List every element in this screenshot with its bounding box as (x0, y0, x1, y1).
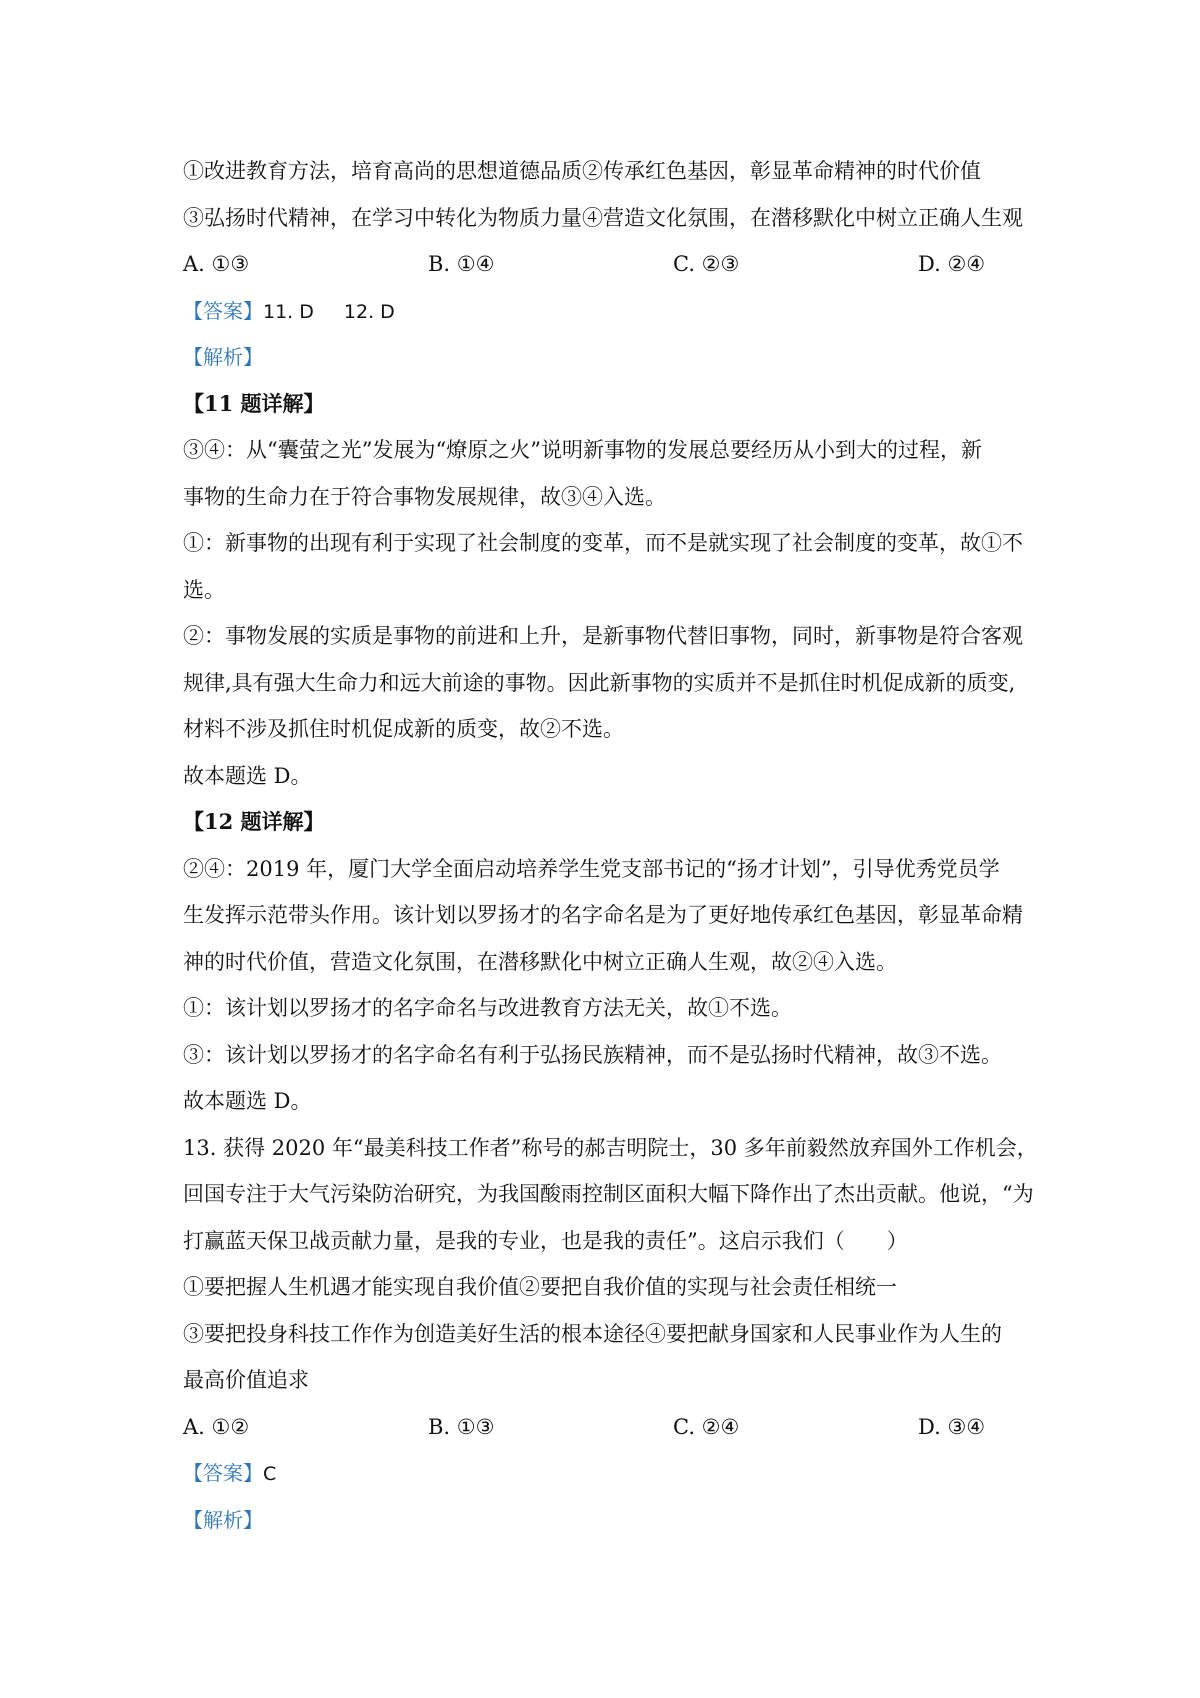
q12-choices (183, 241, 1033, 288)
q12-choice-c: C. ②③ (673, 252, 740, 276)
q13-statements-line-3: 最高价值追求 (183, 1368, 309, 1392)
q13-answer-tag: 【答案】 (183, 1461, 263, 1485)
q13-statements-line-1: ①要把握人生机遇才能实现自我价值②要把自我价值的实现与社会责任相统一 (183, 1275, 897, 1299)
q12-paragraph-2: ①：该计划以罗扬才的名字命名与改进教育方法无关，故①不选。 (183, 996, 792, 1020)
q12-statements-line-2: ③弘扬时代精神，在学习中转化为物质力量④营造文化氛围，在潜移默化中树立正确人生观 (183, 205, 1023, 230)
q11-paragraph-2-line-2: 选。 (183, 577, 225, 602)
question-content (183, 148, 1038, 1543)
answer-12: 12. D (343, 300, 395, 323)
q13-choice-d: D. ③④ (918, 1414, 986, 1439)
q11-paragraph-3-line-1: ②：事物发展的实质是事物的前进和上升，是新事物代替旧事物，同时，新事物是符合客观 (183, 624, 1023, 648)
q13-answer-value: C (263, 1463, 277, 1485)
q11-detail-heading: 【11 题详解】 (183, 390, 325, 416)
q12-choice-a: A. ①③ (183, 252, 250, 276)
answer-11-12 (183, 288, 1033, 335)
q13-statements-line-2: ③要把投身科技工作作为创造美好生活的根本途径④要把献身国家和人民事业作为人生的 (183, 1321, 1002, 1346)
q12-paragraph-1-line-3: 神的时代价值，营造文化氛围，在潜移默化中树立正确人生观，故②④入选。 (183, 949, 897, 974)
q11-paragraph-3-line-2: 规律,具有强大生命力和远大前途的事物。因此新事物的实质并不是抓住时机促成新的质变, (183, 670, 1016, 695)
q13-choice-c: C. ②④ (673, 1414, 740, 1439)
q12-detail-heading: 【12 题详解】 (183, 809, 325, 834)
q13-choice-a: A. ①② (183, 1414, 250, 1439)
q12-statements-line-1: ①改进教育方法，培育高尚的思想道德品质②传承红色基因，彰显革命精神的时代价值 (183, 159, 981, 183)
q12-paragraph-1-line-2: 生发挥示范带头作用。该计划以罗扬才的名字命名是为了更好地传承红色基因，彰显革命精 (183, 903, 1023, 927)
analysis-heading (183, 334, 1033, 381)
q11-paragraph-1-line-2: 事物的生命力在于符合事物发展规律，故③④入选。 (183, 484, 666, 509)
q13-stem-line-2: 回国专注于大气污染防治研究，为我国酸雨控制区面积大幅下降作出了杰出贡献。他说，“为 (183, 1182, 1034, 1206)
q12-choice-b: B. ①④ (428, 252, 495, 276)
q13-stem-line-3: 打赢蓝天保卫战贡献力量，是我的专业，也是我的责任”。这启示我们（ ） (183, 1228, 908, 1253)
q11-paragraph-1-line-1: ③④：从“囊萤之光”发展为“燎原之火”说明新事物的发展总要经历从小到大的过程，新 (183, 438, 982, 462)
q12-paragraph-3: ③：该计划以罗扬才的名字命名有利于弘扬民族精神，而不是弘扬时代精神，故③不选。 (183, 1042, 1002, 1067)
q11-paragraph-2-line-1: ①：新事物的出现有利于实现了社会制度的变革，而不是就实现了社会制度的变革，故①不 (183, 531, 1023, 555)
q11-paragraph-3-line-3: 材料不涉及抓住时机促成新的质变，故②不选。 (183, 717, 624, 741)
q12-conclusion: 故本题选 D。 (183, 1089, 312, 1113)
q12-choice-d: D. ②④ (918, 252, 986, 276)
analysis-tag: 【解析】 (183, 345, 263, 369)
q12-paragraph-1-line-1: ②④：2019 年，厦门大学全面启动培养学生党支部书记的“扬才计划”，引导优秀党员学 (183, 856, 1000, 881)
q13-stem-line-1: 13. 获得 2020 年“最美科技工作者”称号的郝吉明院士，30 多年前毅然放弃国外工作机会， (183, 1135, 1038, 1160)
q13-answer (183, 1450, 1033, 1497)
answer-11: 11. D (263, 300, 314, 323)
q11-conclusion: 故本题选 D。 (183, 763, 312, 788)
q13-choices (183, 1404, 1033, 1451)
q13-analysis-tag: 【解析】 (183, 1507, 263, 1532)
q13-analysis-heading (183, 1497, 1033, 1544)
answer-tag: 【答案】 (183, 298, 263, 323)
q13-choice-b: B. ①③ (428, 1414, 495, 1439)
